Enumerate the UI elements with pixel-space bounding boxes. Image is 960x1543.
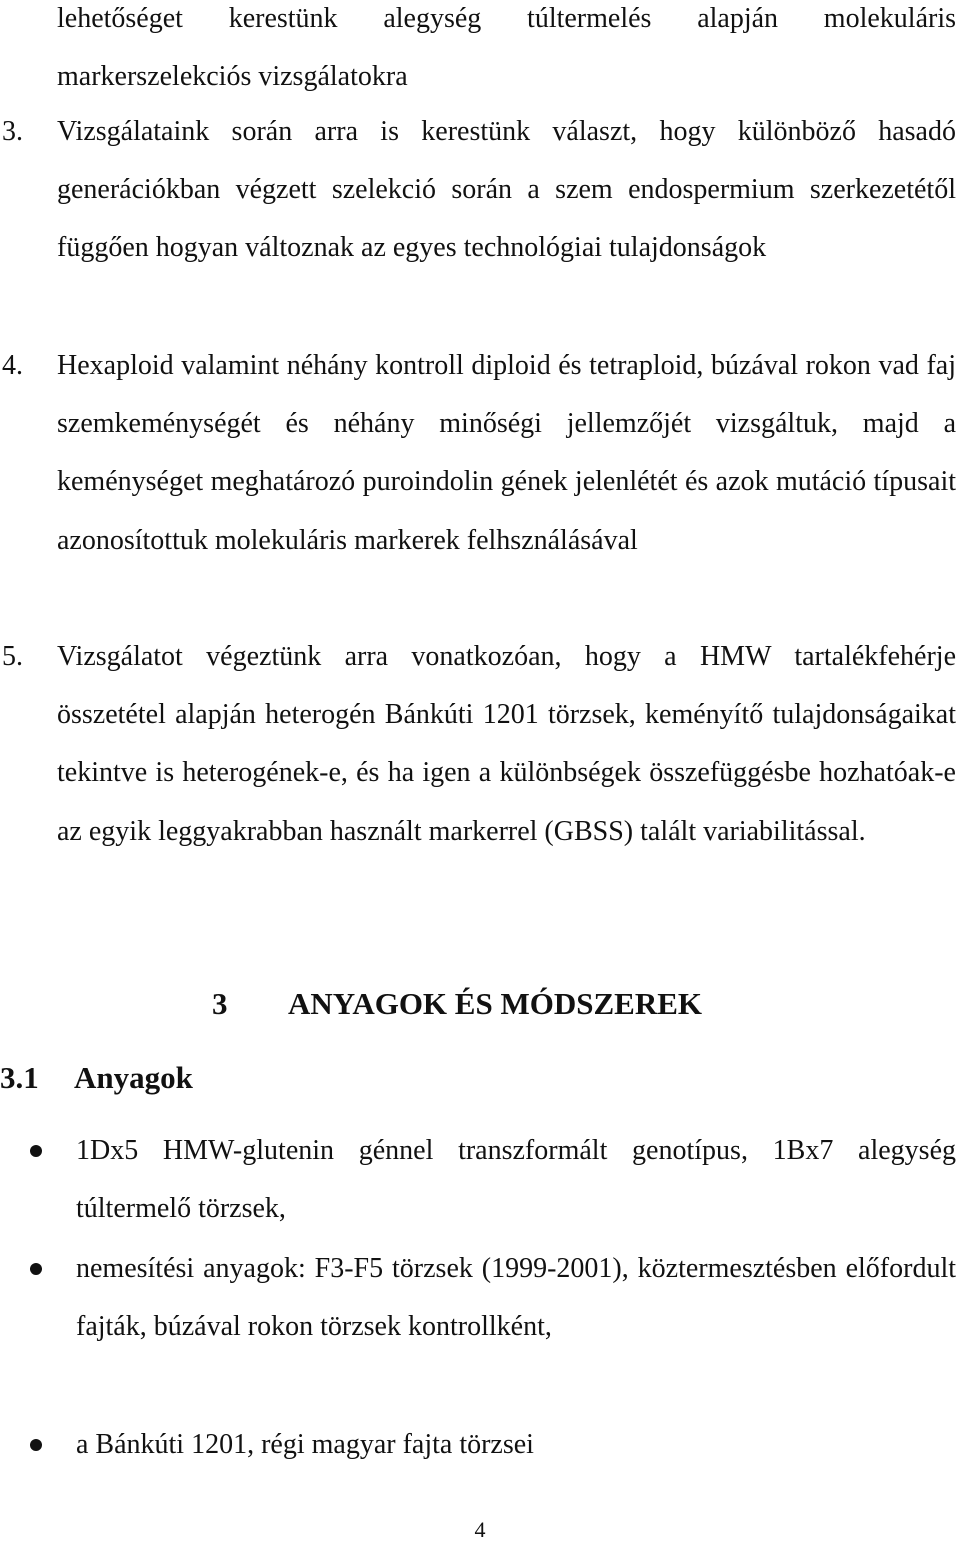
intro-continuation-paragraph: lehetőséget kerestünk alegység túltermelés alapján molekuláris markerszelekciós vizsgálatokra — [57, 3, 956, 93]
numbered-item-3 — [2, 103, 956, 278]
chapter-title: ANYAGOK ÉS MÓDSZEREK — [288, 986, 702, 1021]
bullet-text: nemesítési anyagok: F3-F5 törzsek (1999-2001), köztermesztésben előfordult fajták, búzával rokon törzsek kontrollként, — [76, 1253, 956, 1343]
bullet-icon — [30, 1263, 42, 1275]
section-heading — [0, 1056, 193, 1100]
page-number: 4 — [474, 1517, 486, 1542]
numbered-item-4 — [2, 337, 956, 570]
chapter-number: 3 — [212, 986, 228, 1021]
bullet-text: 1Dx5 HMW-glutenin génnel transzformált genotípus, 1Bx7 alegység túltermelő törzsek, — [76, 1135, 956, 1225]
item-number: 3. — [2, 116, 23, 147]
chapter-heading — [212, 982, 702, 1026]
section-title: Anyagok — [74, 1060, 193, 1095]
numbered-item-5 — [2, 628, 956, 861]
item-number: 4. — [2, 350, 23, 381]
item-text: Vizsgálatot végeztünk arra vonatkozóan, hogy a HMW tartalékfehérje összetétel alapján heterogén Bánkúti 1201 törzsek, keményítő tulajdonságaikat tekintve is heterogének-e, és ha igen a különbségek összefüggésbe hozhatóak-e az egyik leggyakrabban használt markerrel (GBSS) talált variabilitással. — [57, 641, 956, 847]
item-number: 5. — [2, 641, 23, 672]
item-text: Vizsgálataink során arra is kerestünk választ, hogy különböző hasadó generációkban végzett szelekció során a szem endospermium szerkezetétől függően hogyan változnak az egyes technológiai tulajdonságok — [57, 116, 956, 264]
section-number: 3.1 — [0, 1060, 39, 1095]
bullet-text: a Bánkúti 1201, régi magyar fajta törzsei — [76, 1429, 534, 1460]
bullet-icon — [30, 1439, 42, 1451]
item-text: Hexaploid valamint néhány kontroll diploid és tetraploid, búzával rokon vad faj szemkeménységét és néhány minőségi jellemzőjét vizsgáltuk, majd a keménységet meghatározó puroindolin gének jelenlétét és azok mutáció típusait azonosítottuk molekuláris markerek felhsználásával — [57, 350, 956, 556]
bullet-item — [30, 1240, 956, 1356]
bullet-item — [30, 1416, 956, 1474]
bullet-icon — [30, 1145, 42, 1157]
bullet-item — [30, 1122, 956, 1238]
